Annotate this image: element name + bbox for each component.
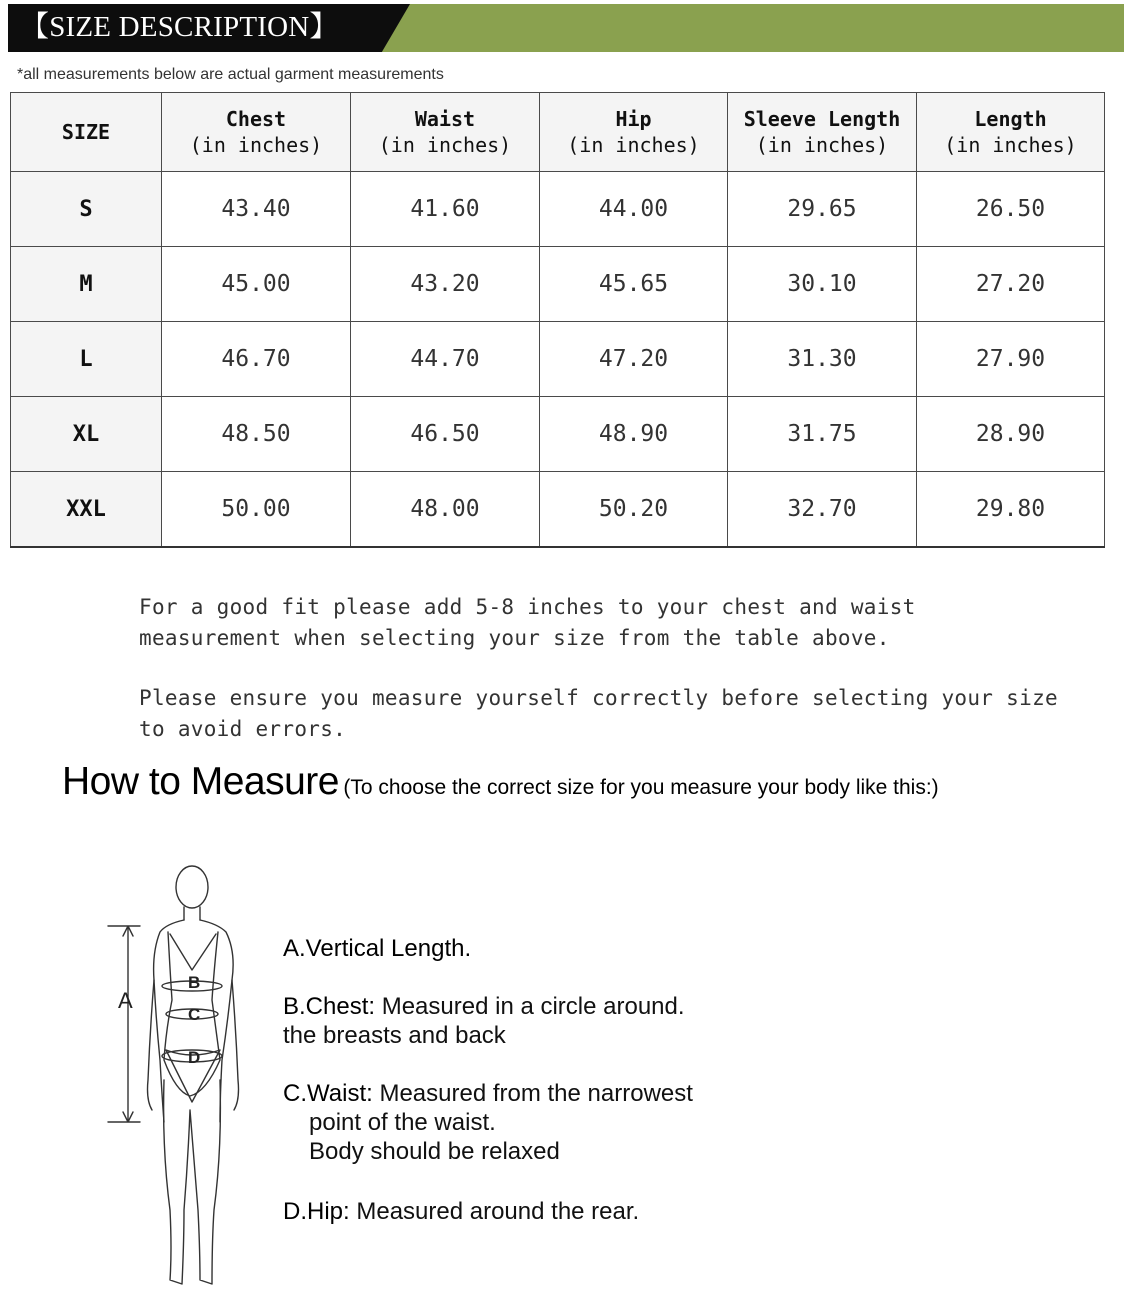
chest-cell: 45.00: [162, 247, 351, 322]
sleeve-length-cell: 31.75: [728, 397, 917, 472]
hip-cell: 50.20: [540, 472, 728, 548]
header-waist-label: Waist: [414, 107, 476, 131]
chest-cell: 43.40: [162, 172, 351, 247]
how-to-measure-heading: [62, 760, 939, 804]
length-cell: 28.90: [917, 397, 1105, 472]
header-length-label: Length: [974, 107, 1047, 131]
chest-cell: 48.50: [162, 397, 351, 472]
chest-cell: 46.70: [162, 322, 351, 397]
table-row: [11, 472, 1105, 548]
measure-c-text-2: point of the waist.: [309, 1109, 496, 1136]
header-waist-unit: (in inches): [378, 133, 512, 157]
how-to-measure-title: How to Measure: [62, 760, 339, 803]
measure-b-text: Measured in a circle around.: [375, 993, 685, 1020]
sleeve-length-cell: 30.10: [728, 247, 917, 322]
length-cell: 26.50: [917, 172, 1105, 247]
figure-label-b: B: [188, 973, 201, 992]
measure-b-label: B.Chest:: [283, 993, 376, 1020]
size-table: [10, 92, 1105, 548]
size-cell: M: [11, 247, 162, 322]
header-sleeve-length-unit: (in inches): [755, 133, 889, 157]
header-hip: [540, 93, 728, 172]
hip-cell: 48.90: [540, 397, 728, 472]
size-cell: S: [11, 172, 162, 247]
measure-c-text-3: Body should be relaxed: [309, 1138, 560, 1165]
sleeve-length-cell: 31.30: [728, 322, 917, 397]
length-cell: 27.20: [917, 247, 1105, 322]
hip-cell: 45.65: [540, 247, 728, 322]
header-sleeve-length-label: Sleeve Length: [743, 107, 901, 131]
header-hip-unit: (in inches): [567, 133, 700, 157]
header-chest: [162, 93, 351, 172]
header-length: [917, 93, 1105, 172]
sleeve-length-cell: 32.70: [728, 472, 917, 548]
waist-cell: 44.70: [351, 322, 540, 397]
table-row: [11, 322, 1105, 397]
header-size: [11, 93, 162, 172]
figure-label-d: D: [188, 1048, 201, 1067]
header-size-label: SIZE: [61, 120, 111, 144]
header-sleeve-length: [728, 93, 917, 172]
measure-a-label: A.Vertical Length.: [283, 935, 472, 962]
figure-label-c: C: [188, 1005, 201, 1024]
figure-label-a: A: [118, 988, 133, 1013]
hip-cell: 47.20: [540, 322, 728, 397]
waist-cell: 41.60: [351, 172, 540, 247]
measure-d: [283, 1197, 639, 1226]
measure-c: [283, 1079, 693, 1166]
measure-b: [283, 992, 685, 1050]
length-cell: 27.90: [917, 322, 1105, 397]
waist-cell: 46.50: [351, 397, 540, 472]
measure-c-text: Measured from the narrowest: [372, 1080, 693, 1107]
hip-cell: 44.00: [540, 172, 728, 247]
chest-cell: 50.00: [162, 472, 351, 548]
size-cell: XL: [11, 397, 162, 472]
table-row: [11, 397, 1105, 472]
measure-correctly-note: Please ensure you measure yourself correctly before selecting your size to avoid errors.: [139, 686, 1058, 741]
how-to-measure-subtitle: (To choose the correct size for you measure your body like this:): [343, 776, 939, 799]
waist-cell: 48.00: [351, 472, 540, 548]
header-waist: [351, 93, 540, 172]
figure-head: [176, 866, 208, 908]
header-chest-label: Chest: [225, 107, 287, 131]
table-row: [11, 172, 1105, 247]
measure-a: [283, 934, 471, 963]
figure-legs: [164, 1080, 221, 1284]
figure-neck: [184, 907, 200, 920]
size-cell: L: [11, 322, 162, 397]
vertical-length-arrow: [108, 926, 140, 1122]
sleeve-length-cell: 29.65: [728, 172, 917, 247]
header-hip-label: Hip: [615, 107, 652, 131]
measurement-note: *all measurements below are actual garment measurements: [17, 66, 444, 83]
banner-title: 【SIZE DESCRIPTION】: [20, 11, 339, 43]
measure-b-text-2: the breasts and back: [283, 1022, 506, 1049]
length-cell: 29.80: [917, 472, 1105, 548]
table-header-row: [11, 93, 1105, 172]
header-banner: [8, 4, 1124, 52]
measure-c-label: C.Waist:: [283, 1080, 373, 1107]
body-measurement-figure: [100, 860, 260, 1300]
header-chest-unit: (in inches): [189, 133, 323, 157]
size-cell: XXL: [11, 472, 162, 548]
measure-d-label: D.Hip:: [283, 1198, 350, 1225]
fit-note: For a good fit please add 5-8 inches to your chest and waist measurement when selecting your size from the table above.: [139, 595, 916, 650]
waist-cell: 43.20: [351, 247, 540, 322]
header-length-unit: (in inches): [944, 133, 1077, 157]
table-row: [11, 247, 1105, 322]
measure-d-text: Measured around the rear.: [349, 1198, 640, 1225]
